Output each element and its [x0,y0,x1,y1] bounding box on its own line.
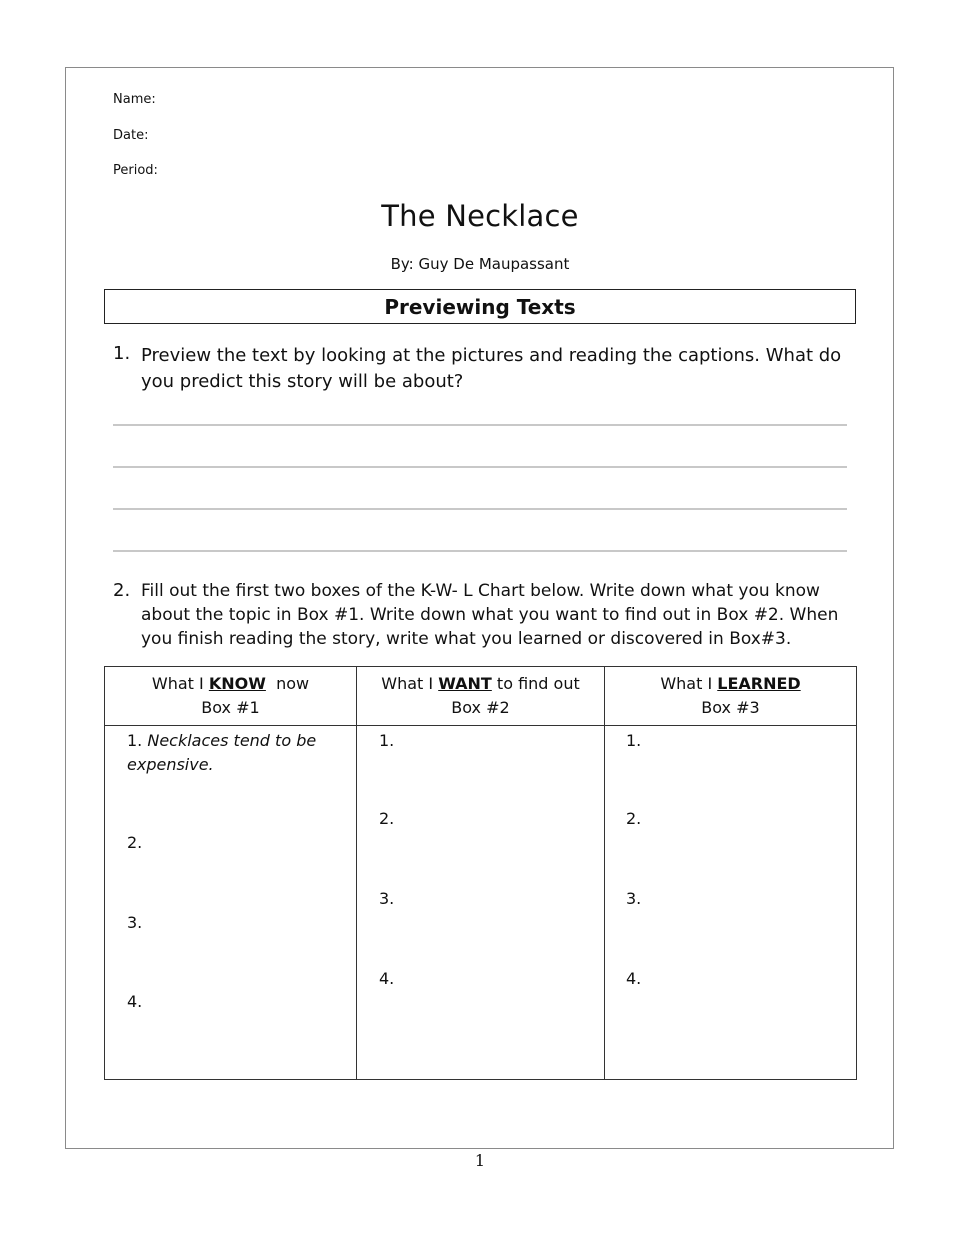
know-item-4: 4. [127,992,143,1011]
page-number: 1 [474,1151,486,1170]
question-1-number: 1. [113,343,131,364]
know-column-cell[interactable] [105,726,357,1080]
question-1-text: Preview the text by looking at the pictures and reading the captions. What do you predict this story will be about? [141,345,842,392]
answer-line[interactable] [113,466,847,468]
header-text: now [265,674,310,693]
answer-line[interactable] [113,424,847,426]
answer-line[interactable] [113,508,847,510]
date-field-label: Date: [113,128,149,143]
period-field-label: Period: [113,163,158,178]
box-label: Box #2 [451,698,510,717]
question-2-text: Fill out the first two boxes of the K-W- L Chart below. Write down what you know about the topic in Box #1. Write down what you want to find out in Box #2. When you finish reading the story, write what you learned or discovered in Box#3. [141,581,839,649]
learned-item-3: 3. [626,889,642,908]
want-item-2: 2. [379,809,395,828]
kwl-header-learned [605,667,857,726]
learned-item-4: 4. [626,969,642,988]
know-item-1 [127,729,337,777]
answer-line[interactable] [113,550,847,552]
header-text: What I [660,674,718,693]
header-keyword: WANT [438,674,492,693]
section-heading: Previewing Texts [104,289,856,324]
name-field-label: Name: [113,92,156,107]
list-number: 1. [127,731,143,750]
author-line: By: Guy De Maupassant [390,255,570,273]
header-text: What I [381,674,439,693]
know-item-2: 2. [127,833,143,852]
box-label: Box #1 [201,698,260,717]
learned-item-2: 2. [626,809,642,828]
want-item-3: 3. [379,889,395,908]
list-item-text: Necklaces tend to be expensive. [127,731,317,774]
question-2-number: 2. [113,580,131,601]
kwl-chart [104,666,857,1080]
kwl-header-know [105,667,357,726]
want-column-cell[interactable] [357,726,605,1080]
header-keyword: LEARNED [717,674,801,693]
header-keyword: KNOW [208,674,266,693]
header-text: to find out [491,674,580,693]
know-item-3: 3. [127,913,143,932]
want-item-4: 4. [379,969,395,988]
learned-item-1: 1. [626,731,642,750]
learned-column-cell[interactable] [605,726,857,1080]
header-text: What I [151,674,209,693]
want-item-1: 1. [379,731,395,750]
document-title: The Necklace [381,199,579,233]
kwl-header-want [357,667,605,726]
box-label: Box #3 [701,698,760,717]
